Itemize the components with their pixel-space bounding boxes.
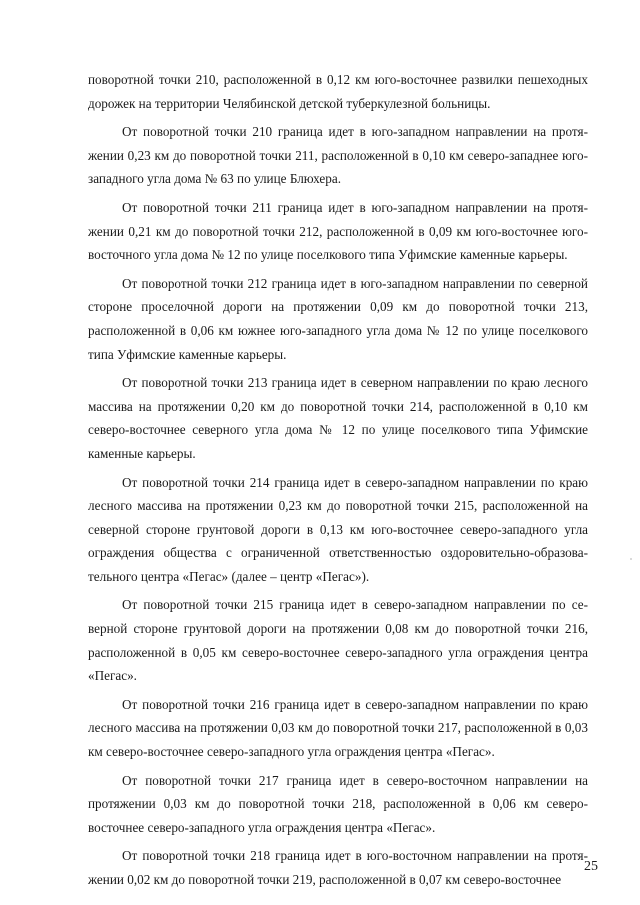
- scan-speck: [630, 558, 632, 560]
- paragraph-continuation: поворотной точки 210, расположенной в 0,12 км юго-восточнее развилки пешеходных дорожек на территории Челябинской детской туберкулезной больницы.: [88, 72, 588, 111]
- paragraph-point-214: От поворотной точки 214 граница идет в северо-западном направлении по краю лесного массива на протяжении 0,23 км до поворотной точки 215, расположенной на северной стороне грунтовой дороги в 0,13 км юго-восточнее северо-западного угла ограждения общества с ограниченной ответственностью оздоровительно-образовательного центра «Пегас» (далее – центр «Пегас»).: [88, 474, 588, 584]
- paragraph-point-211: От поворотной точки 211 граница идет в юго-западном направлении на протяжении 0,21 км до поворотной точки 212, расположенной в 0,09 км юго-восточнее юго-восточного угла дома № 12 по улице поселкового типа Уфимские каменные карьеры.: [88, 199, 588, 263]
- paragraph-point-213: От поворотной точки 213 граница идет в северном направлении по краю лесного массива на протяжении 0,20 км до поворотной точки 214, расположенной в 0,10 км северо-восточнее северного угла дома № 12 по улице поселкового типа Уфимские каменные карьеры.: [88, 375, 588, 461]
- paragraph-point-218: От поворотной точки 218 граница идет в юго-восточном направлении на протяжении 0,02 км до поворотной точки 219, расположенной в 0,07 км северо-восточнее: [88, 848, 588, 887]
- paragraph-point-216: От поворотной точки 216 граница идет в северо-западном направлении по краю лесного массива на протяжении 0,03 км до поворотной точки 217, расположенной в 0,03 км северо-восточнее северо-западного угла ограждения центра «Пегас».: [88, 696, 588, 760]
- paragraph-point-217: От поворотной точки 217 граница идет в северо-восточном направлении на протяжении 0,03 км до поворотной точки 218, расположенной в 0,06 км северо-восточнее северо-западного угла ограждения центра «Пегас».: [88, 772, 588, 835]
- paragraph-point-215: От поворотной точки 215 граница идет в северо-западном направлении по северной стороне грунтовой дороги на протяжении 0,08 км до поворотной точки 216, расположенной в 0,05 км северо-восточнее северо-западного угла ограждения центра «Пегас».: [88, 597, 588, 684]
- page-number: 25: [584, 859, 598, 874]
- page-body: [88, 68, 588, 897]
- paragraph-point-212: От поворотной точки 212 граница идет в юго-западном направлении по северной стороне проселочной дороги на протяжении 0,09 км до поворотной точки 213, расположенной в 0,06 км южнее юго-западного угла дома № 12 по улице поселкового типа Уфимские каменные карьеры.: [88, 275, 588, 362]
- paragraph-point-210: От поворотной точки 210 граница идет в юго-западном направлении на протяжении 0,23 км до поворотной точки 211, расположенной в 0,10 км северо-западнее юго-западного угла дома № 63 по улице Блюхера.: [88, 124, 588, 187]
